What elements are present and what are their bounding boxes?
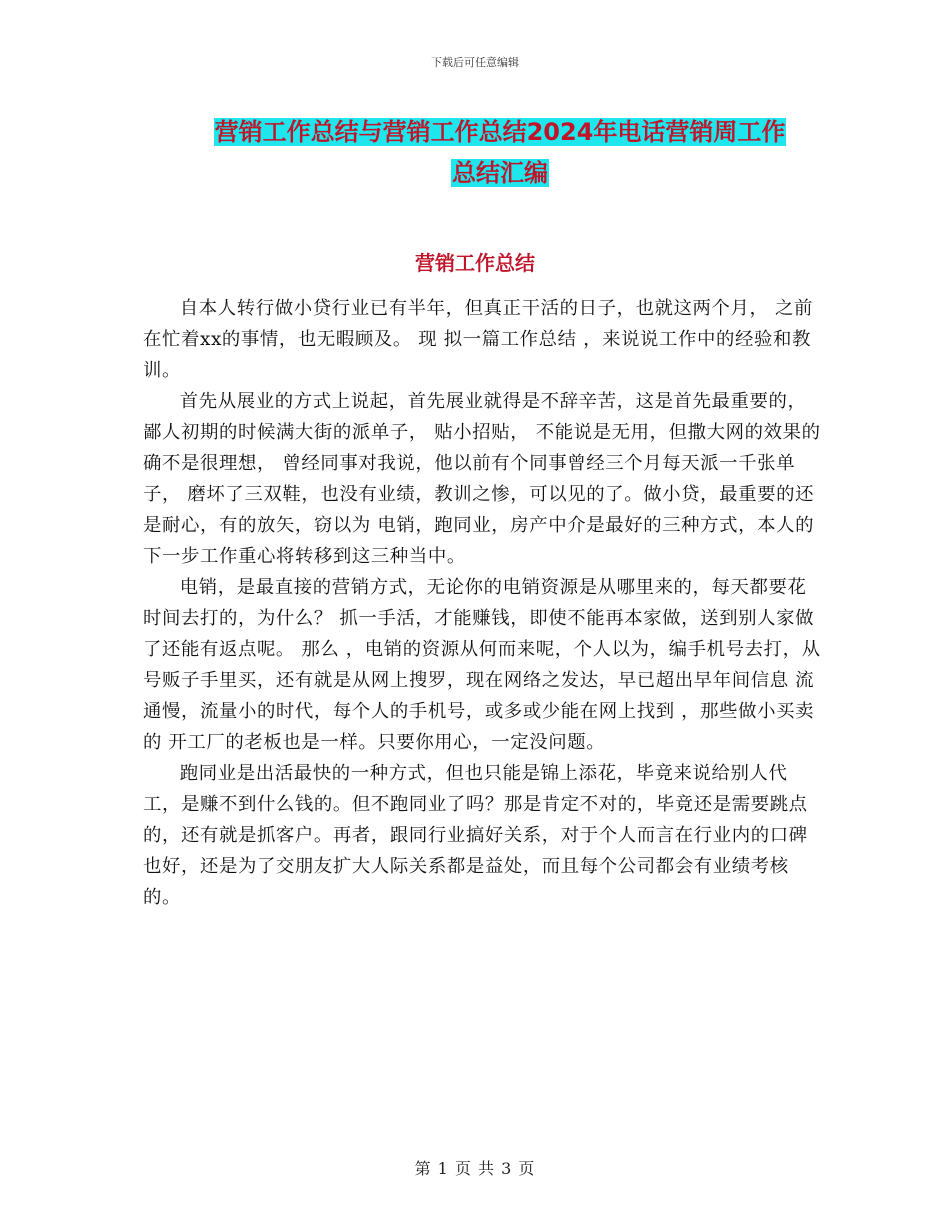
paragraph: 电销，是最直接的营销方式，无论你的电销资源是从哪里来的，每天都要花时间去打的，为什么？ 抓一手活，才能赚钱，即使不能再本家做，送到别人家做了还能有返点呢。 那么 ，电销的资源从何而来呢，个人以为，编手机号去打，从号贩子手里买，还有就是从网上搜罗，现在网络之发达，早已超出早年间信息 流通慢，流量小的时代，每个人的手机号，或多或少能在网上找到 ，那些做小买卖的 开工厂的老板也是一样。只要你用心，一定没问题。 <box>143 577 821 753</box>
paragraph: 跑同业是出活最快的一种方式，但也只能是锦上添花，毕竟来说给别人代工，是赚不到什么钱的。但不跑同业了吗？那是肯定不对的，毕竟还是需要跳点的，还有就是抓客户。再者，跟同行业搞好关系，对于个人而言在行业内的口碑也好，还是为了交朋友扩大人际关系都是益处，而且每个公司都会有业绩考核的。 <box>143 763 808 908</box>
section-heading: 营销工作总结 <box>415 251 535 275</box>
page-header-note: 下载后可任意编辑 <box>431 56 519 69</box>
body-text <box>143 293 823 913</box>
paragraph: 首先从展业的方式上说起，首先展业就得是不辞辛苦，这是首先最重要的，鄙人初期的时候满大街的派单子， 贴小招贴， 不能说是无用，但撒大网的效果的确不是很理想， 曾经同事对我说，他以前有个同事曾经三个月每天派一千张单子， 磨坏了三双鞋，也没有业绩，教训之惨，可以见的了。做小贷，最重要的还是耐心，有的放矢，窃以为 电销，跑同业，房产中介是最好的三种方式，本人的下一步工作重心将转移到这三种当中。 <box>143 391 821 567</box>
document-title-line-2: 总结汇编 <box>452 159 548 187</box>
paragraph: 自本人转行做小贷行业已有半年，但真正干活的日子，也就这两个月， 之前在忙着xx的事情，也无暇顾及。 现 拟一篇工作总结 ，来说说工作中的经验和教训。 <box>143 298 813 381</box>
document-title-line-1: 营销工作总结与营销工作总结2024年电话营销周工作 <box>214 118 786 146</box>
page-footer: 第 1 页 共 3 页 <box>414 1159 536 1178</box>
document-title <box>150 112 850 194</box>
